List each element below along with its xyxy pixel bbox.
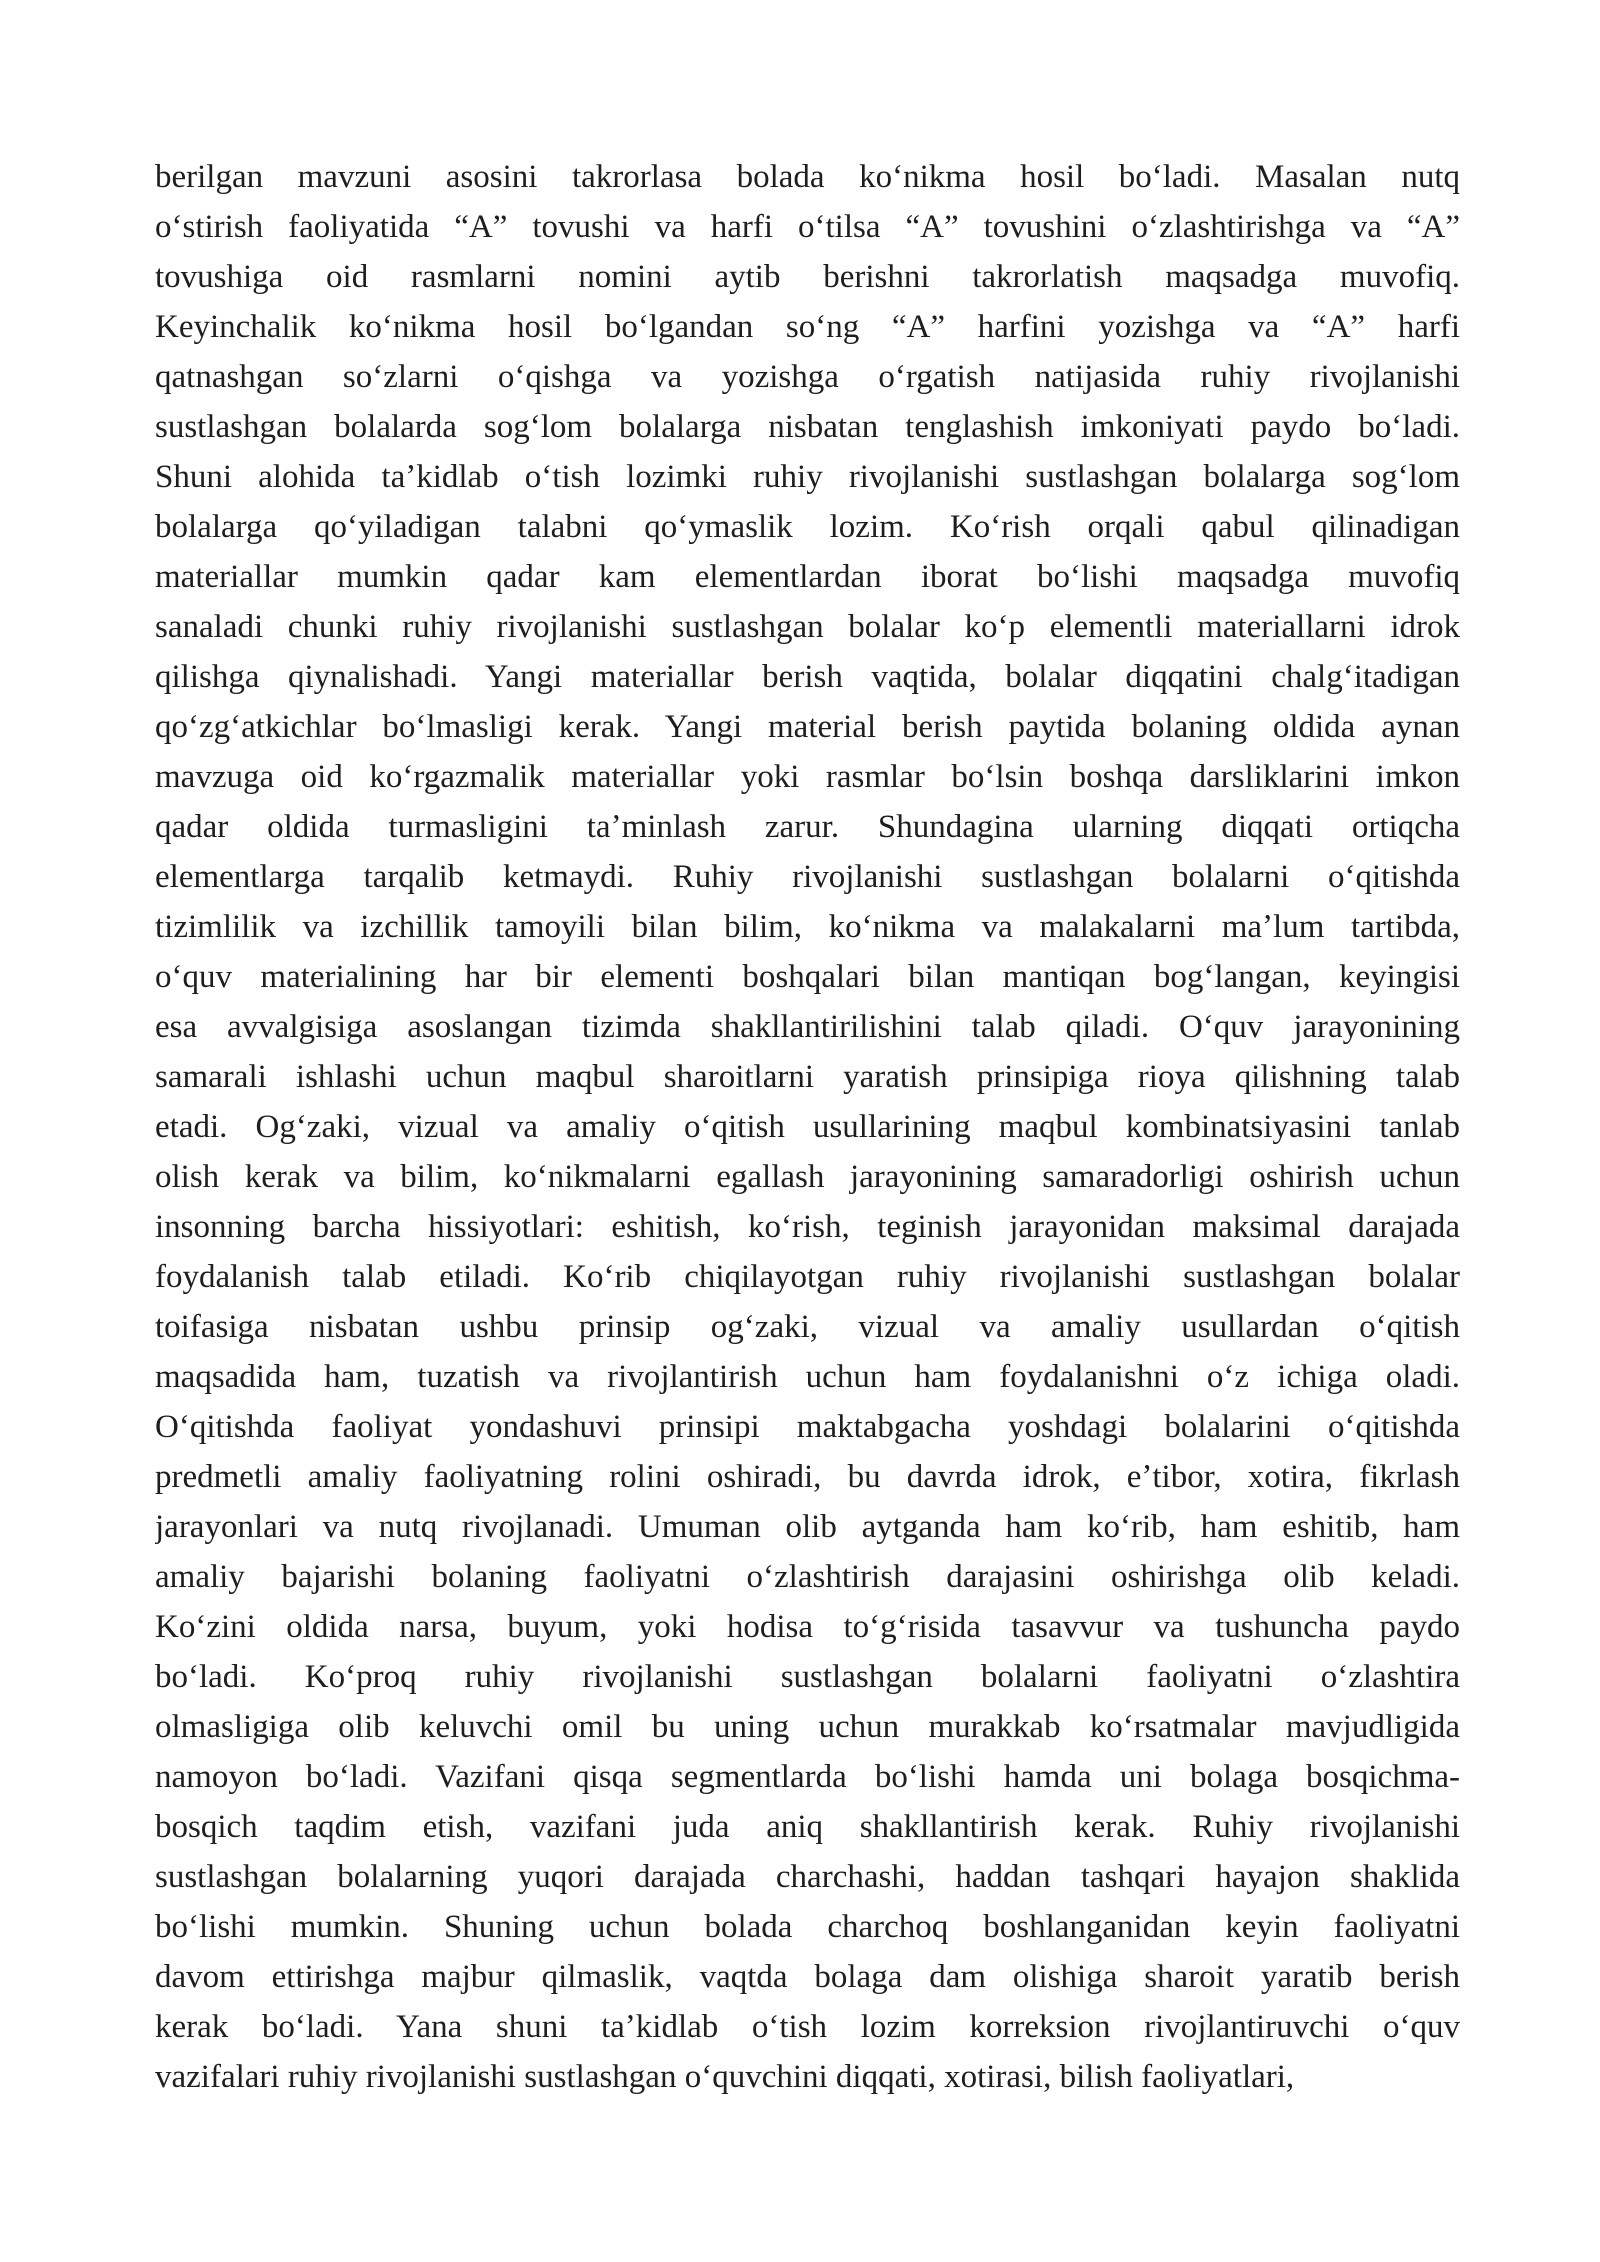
text-line: berilgan mavzuni asosini takrorlasa bolada koʻnikma hosil boʻladi. Masalan nutq xyxy=(155,159,1460,195)
text-line: kerak boʻladi. Yana shuni taʼkidlab oʻtish lozim korreksion rivojlantiruvchi oʻquv xyxy=(155,2009,1460,2045)
text-line: Shuni alohida taʼkidlab oʻtish lozimki ruhiy rivojlanishi sustlashgan bolalarga sogʻlom xyxy=(155,459,1460,495)
text-line: sustlashgan bolalarda sogʻlom bolalarga nisbatan tenglashish imkoniyati paydo boʻladi. xyxy=(155,409,1460,445)
text-line: predmetli amaliy faoliyatning rolini oshiradi, bu davrda idrok, eʼtibor, xotira, fikrlash xyxy=(155,1459,1460,1495)
text-line: qoʻzgʻatkichlar boʻlmasligi kerak. Yangi material berish paytida bolaning oldida aynan xyxy=(155,709,1460,745)
text-line: jarayonlari va nutq rivojlanadi. Umuman olib aytganda ham koʻrib, ham eshitib, ham xyxy=(155,1509,1460,1545)
text-line: qatnashgan soʻzlarni oʻqishga va yozishga oʻrgatish natijasida ruhiy rivojlanishi xyxy=(155,359,1460,395)
text-line: esa avvalgisiga asoslangan tizimda shakllantirilishini talab qiladi. Oʻquv jarayonining xyxy=(155,1009,1460,1045)
text-line: Keyinchalik koʻnikma hosil boʻlgandan soʻng “A” harfini yozishga va “A” harfi xyxy=(155,309,1460,345)
text-line: mavzuga oid koʻrgazmalik materiallar yoki rasmlar boʻlsin boshqa darsliklarini imkon xyxy=(155,759,1460,795)
text-line: foydalanish talab etiladi. Koʻrib chiqilayotgan ruhiy rivojlanishi sustlashgan bolalar xyxy=(155,1259,1460,1295)
text-line: samarali ishlashi uchun maqbul sharoitlarni yaratish prinsipiga rioya qilishning talab xyxy=(155,1059,1460,1095)
text-line: sanaladi chunki ruhiy rivojlanishi sustlashgan bolalar koʻp elementli materiallarni idrok xyxy=(155,609,1460,645)
text-line: boʻlishi mumkin. Shuning uchun bolada charchoq boshlanganidan keyin faoliyatni xyxy=(155,1909,1460,1945)
text-line: insonning barcha hissiyotlari: eshitish, koʻrish, teginish jarayonidan maksimal darajada xyxy=(155,1209,1460,1245)
text-line: vazifalari ruhiy rivojlanishi sustlashgan oʻquvchini diqqati, xotirasi, bilish faoliyatlari, xyxy=(155,2059,1295,2095)
text-line: olish kerak va bilim, koʻnikmalarni egallash jarayonining samaradorligi oshirish uchun xyxy=(155,1159,1460,1195)
text-line: maqsadida ham, tuzatish va rivojlantirish uchun ham foydalanishni oʻz ichiga oladi. xyxy=(155,1359,1460,1395)
text-line: bolalarga qoʻyiladigan talabni qoʻymaslik lozim. Koʻrish orqali qabul qilinadigan xyxy=(155,509,1460,545)
text-line: namoyon boʻladi. Vazifani qisqa segmentlarda boʻlishi hamda uni bolaga bosqichma- xyxy=(155,1759,1460,1795)
text-line: qilishga qiynalishadi. Yangi materiallar berish vaqtida, bolalar diqqatini chalgʻitadigan xyxy=(155,659,1460,695)
text-line: toifasiga nisbatan ushbu prinsip ogʻzaki, vizual va amaliy usullardan oʻqitish xyxy=(155,1309,1460,1345)
text-line: qadar oldida turmasligini taʼminlash zarur. Shundagina ularning diqqati ortiqcha xyxy=(155,809,1460,845)
text-line: tovushiga oid rasmlarni nomini aytib berishni takrorlatish maqsadga muvofiq. xyxy=(155,259,1460,295)
text-line: tizimlilik va izchillik tamoyili bilan bilim, koʻnikma va malakalarni maʼlum tartibda, xyxy=(155,909,1460,945)
text-line: etadi. Ogʻzaki, vizual va amaliy oʻqitish usullarining maqbul kombinatsiyasini tanlab xyxy=(155,1109,1460,1145)
text-line: oʻstirish faoliyatida “A” tovushi va harfi oʻtilsa “A” tovushini oʻzlashtirishga va “A” xyxy=(155,209,1460,245)
body-paragraph xyxy=(155,152,1460,2102)
text-line: elementlarga tarqalib ketmaydi. Ruhiy rivojlanishi sustlashgan bolalarni oʻqitishda xyxy=(155,859,1460,895)
text-line: sustlashgan bolalarning yuqori darajada charchashi, haddan tashqari hayajon shaklida xyxy=(155,1859,1460,1895)
text-line: Koʻzini oldida narsa, buyum, yoki hodisa toʻgʻrisida tasavvur va tushuncha paydo xyxy=(155,1609,1460,1645)
text-line: boʻladi. Koʻproq ruhiy rivojlanishi sustlashgan bolalarni faoliyatni oʻzlashtira xyxy=(155,1659,1460,1695)
text-line: Oʻqitishda faoliyat yondashuvi prinsipi maktabgacha yoshdagi bolalarini oʻqitishda xyxy=(155,1409,1460,1445)
text-line: oʻquv materialining har bir elementi boshqalari bilan mantiqan bogʻlangan, keyingisi xyxy=(155,959,1460,995)
text-line: olmasligiga olib keluvchi omil bu uning uchun murakkab koʻrsatmalar mavjudligida xyxy=(155,1709,1460,1745)
text-line: bosqich taqdim etish, vazifani juda aniq shakllantirish kerak. Ruhiy rivojlanishi xyxy=(155,1809,1460,1845)
text-line: davom ettirishga majbur qilmaslik, vaqtda bolaga dam olishiga sharoit yaratib berish xyxy=(155,1959,1460,1995)
text-line: materiallar mumkin qadar kam elementlardan iborat boʻlishi maqsadga muvofiq xyxy=(155,559,1460,595)
text-line: amaliy bajarishi bolaning faoliyatni oʻzlashtirish darajasini oshirishga olib keladi. xyxy=(155,1559,1460,1595)
